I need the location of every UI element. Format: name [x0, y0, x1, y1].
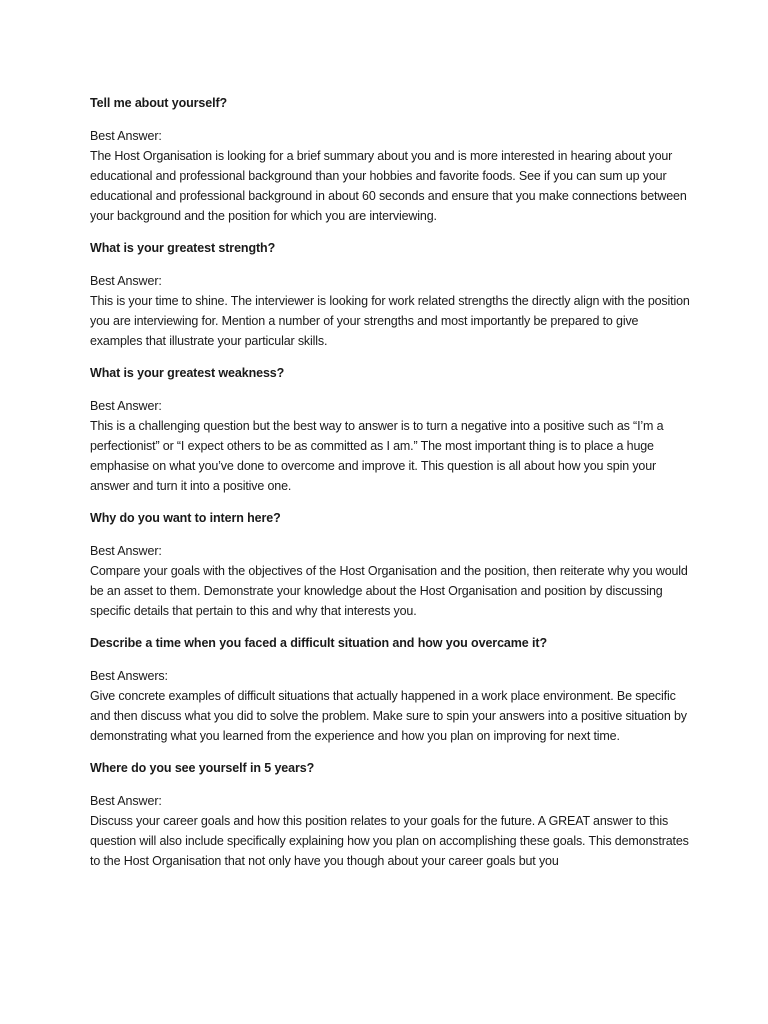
qa-section-five-years — [90, 758, 690, 871]
question-heading: What is your greatest weakness? — [90, 366, 285, 380]
document-page — [90, 93, 690, 883]
answer-text: The Host Organisation is looking for a brief summary about you and is more interested in hearing about your educational and professional background than your hobbies and favorite foods. See if you can sum up your educational and professional background in about 60 seconds and ensure that you make connections between your background and the position for which you are interviewing. — [90, 149, 687, 223]
answer-text: Compare your goals with the objectives of the Host Organisation and the position, then reiterate why you would be an asset to them. Demonstrate your knowledge about the Host Organisation and position by discussing specific details that pertain to this and why that interests you. — [90, 564, 688, 618]
qa-section-difficult-situation — [90, 633, 690, 746]
answer-text: Give concrete examples of difficult situations that actually happened in a work place environment. Be specific and then discuss what you did to solve the problem. Make sure to spin your answers into a positive situation by demonstrating what you learned from the experience and how you plan on improving for next time. — [90, 689, 687, 743]
answer-label: Best Answer: — [90, 794, 162, 808]
question-heading: Tell me about yourself? — [90, 96, 228, 110]
answer-text: This is a challenging question but the best way to answer is to turn a negative into a positive such as “I’m a perfectionist” or “I expect others to be as committed as I am.” The most important thing is to place a huge emphasise on what you’ve done to overcome and improve it. This question is all about how you spin your answer and turn it into a positive one. — [90, 419, 664, 493]
answer-label: Best Answer: — [90, 274, 162, 288]
answer-label: Best Answer: — [90, 129, 162, 143]
question-heading: Why do you want to intern here? — [90, 511, 281, 525]
qa-section-tell-me-about-yourself — [90, 93, 690, 226]
qa-section-greatest-weakness — [90, 363, 690, 496]
question-heading: Describe a time when you faced a difficult situation and how you overcame it? — [90, 636, 547, 650]
question-heading: Where do you see yourself in 5 years? — [90, 761, 315, 775]
answer-text: Discuss your career goals and how this position relates to your goals for the future. A GREAT answer to this question will also include specifically explaining how you plan on accomplishing these goals. This demonstrates to the Host Organisation that not only have you though about your career goals but you — [90, 814, 689, 868]
answer-label: Best Answers: — [90, 669, 168, 683]
answer-label: Best Answer: — [90, 399, 162, 413]
answer-label: Best Answer: — [90, 544, 162, 558]
qa-section-greatest-strength — [90, 238, 690, 351]
qa-section-why-intern-here — [90, 508, 690, 621]
answer-text: This is your time to shine. The interviewer is looking for work related strengths the directly align with the position you are interviewing for. Mention a number of your strengths and most importantly be prepared to give examples that illustrate your particular skills. — [90, 294, 690, 348]
question-heading: What is your greatest strength? — [90, 241, 276, 255]
